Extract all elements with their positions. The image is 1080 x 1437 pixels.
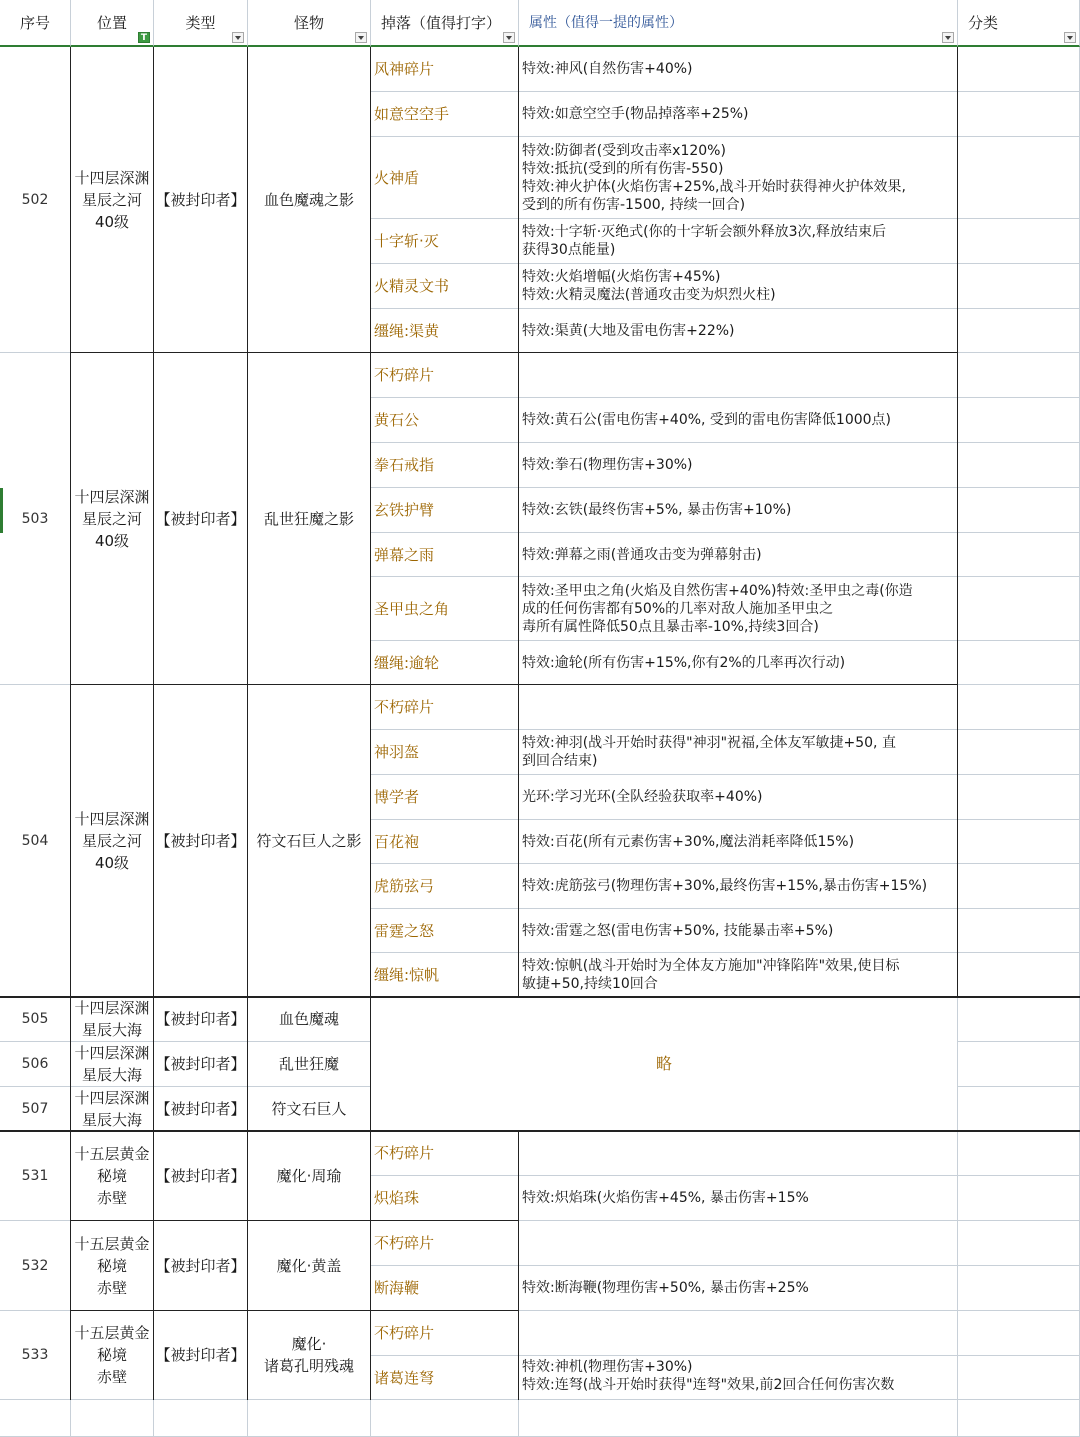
location-cell[interactable]: 十四层深渊 星辰之河 40级: [71, 47, 154, 353]
drop-cell[interactable]: 拳石戒指: [371, 443, 519, 488]
property-cell[interactable]: 特效:百花(所有元素伤害+30%,魔法消耗率降低15%): [519, 820, 958, 864]
category-cell[interactable]: [958, 775, 1080, 820]
type-cell[interactable]: 【被封印者】: [154, 685, 248, 997]
drop-cell[interactable]: 诸葛连弩: [371, 1356, 519, 1400]
border-line: [71, 1310, 519, 1311]
drop-cell[interactable]: 百花袍: [371, 820, 519, 864]
header-seq[interactable]: [0, 0, 71, 47]
property-cell[interactable]: [519, 1311, 958, 1356]
type-cell[interactable]: 【被封印者】: [154, 997, 248, 1042]
drop-cell[interactable]: 黄石公: [371, 398, 519, 443]
seq-cell[interactable]: 505: [0, 997, 71, 1042]
property-cell[interactable]: 特效:虎筋弦弓(物理伤害+30%,最终伤害+15%,暴击伤害+15%): [519, 864, 958, 909]
border-line: [370, 47, 371, 1400]
type-cell[interactable]: 【被封印者】: [154, 1311, 248, 1400]
empty-cell[interactable]: [0, 1400, 71, 1437]
filter-dropdown-icon[interactable]: [1064, 32, 1076, 43]
border-line: [518, 47, 519, 997]
property-cell[interactable]: 特效:如意空空手(物品掉落率+25%): [519, 92, 958, 137]
property-cell[interactable]: 特效:圣甲虫之角(火焰及自然伤害+40%)特效:圣甲虫之毒(你造 成的任何伤害都有50%的几率对敌人施加圣甲虫之 毒所有属性降低50点且暴击率-10%,持续3回合): [519, 577, 958, 641]
header-type[interactable]: [154, 0, 248, 47]
category-cell[interactable]: [958, 47, 1080, 92]
type-cell[interactable]: 【被封印者】: [154, 1087, 248, 1131]
location-cell[interactable]: 十五层黄金 秘境 赤壁: [71, 1311, 154, 1400]
category-cell[interactable]: [958, 1221, 1080, 1266]
drop-cell[interactable]: 不朽碎片: [371, 1131, 519, 1176]
header-property-label: 属性（值得一提的属性）: [529, 14, 683, 31]
property-cell[interactable]: 特效:防御者(受到攻击率x120%) 特效:抵抗(受到的所有伤害-550) 特效:神火护体(火焰伤害+25%,战斗开始时获得神火护体效果, 受到的所有伤害-1500, 持续一回合): [519, 137, 958, 219]
filter-active-icon[interactable]: [138, 32, 150, 43]
category-cell[interactable]: [958, 219, 1080, 264]
drop-cell[interactable]: 不朽碎片: [371, 1221, 519, 1266]
header-drop-label: 掉落（值得打字）: [381, 13, 502, 32]
category-cell[interactable]: [958, 909, 1080, 953]
monster-cell[interactable]: 魔化·周瑜: [248, 1131, 371, 1221]
category-cell[interactable]: [958, 1311, 1080, 1356]
location-cell[interactable]: 十四层深渊 星辰之河 40级: [71, 353, 154, 685]
seq-cell[interactable]: 533: [0, 1311, 71, 1400]
drop-cell[interactable]: 雷霆之怒: [371, 909, 519, 953]
monster-cell[interactable]: 乱世狂魔: [248, 1042, 371, 1087]
category-cell[interactable]: [958, 1131, 1080, 1176]
seq-cell[interactable]: 507: [0, 1087, 71, 1131]
drop-cell[interactable]: 断海鞭: [371, 1266, 519, 1311]
omitted-merged-cell[interactable]: 略: [371, 997, 958, 1131]
seq-cell[interactable]: 502: [0, 47, 71, 353]
empty-cell[interactable]: [371, 1400, 519, 1437]
drop-cell[interactable]: 炽焰珠: [371, 1176, 519, 1221]
property-cell[interactable]: 特效:火焰增幅(火焰伤害+45%) 特效:火精灵魔法(普通攻击变为炽烈火柱): [519, 264, 958, 309]
category-cell[interactable]: [958, 264, 1080, 309]
category-cell[interactable]: [958, 1176, 1080, 1221]
drop-cell[interactable]: 弹幕之雨: [371, 533, 519, 577]
drop-cell[interactable]: 十字斩·灭: [371, 219, 519, 264]
drop-cell[interactable]: 风神碎片: [371, 47, 519, 92]
property-cell[interactable]: 特效:炽焰珠(火焰伤害+45%, 暴击伤害+15%: [519, 1176, 958, 1221]
border-line: [71, 684, 958, 685]
empty-cell[interactable]: [154, 1400, 248, 1437]
drop-cell[interactable]: 如意空空手: [371, 92, 519, 137]
drop-cell[interactable]: 缰绳:惊帆: [371, 953, 519, 997]
border-line: [247, 47, 248, 1400]
empty-cell[interactable]: [71, 1400, 154, 1437]
header-location[interactable]: [71, 0, 154, 47]
border-line: [153, 47, 154, 1400]
type-cell[interactable]: 【被封印者】: [154, 1131, 248, 1221]
drop-cell[interactable]: 火精灵文书: [371, 264, 519, 309]
monster-cell[interactable]: 魔化·黄盖: [248, 1221, 371, 1311]
header-property[interactable]: [519, 0, 958, 47]
category-cell[interactable]: [958, 137, 1080, 219]
empty-cell[interactable]: [519, 1400, 958, 1437]
property-cell[interactable]: 特效:神机(物理伤害+30%) 特效:连弩(战斗开始时获得"连弩"效果,前2回合任何伤害次数: [519, 1356, 958, 1400]
header-location-label: 位置: [96, 13, 127, 32]
header-category[interactable]: [958, 0, 1080, 47]
property-cell[interactable]: 特效:断海鞭(物理伤害+50%, 暴击伤害+25%: [519, 1266, 958, 1311]
type-cell[interactable]: 【被封印者】: [154, 1042, 248, 1087]
category-cell[interactable]: [958, 353, 1080, 398]
border-line: [518, 1131, 519, 1400]
category-cell[interactable]: [958, 1087, 1080, 1131]
property-cell[interactable]: 特效:拳石(物理伤害+30%): [519, 443, 958, 488]
header-drop[interactable]: [371, 0, 519, 47]
category-cell[interactable]: [958, 685, 1080, 730]
category-cell[interactable]: [958, 953, 1080, 997]
category-cell[interactable]: [958, 577, 1080, 641]
monster-cell[interactable]: 乱世狂魔之影: [248, 353, 371, 685]
border-line: [957, 47, 958, 997]
category-cell[interactable]: [958, 997, 1080, 1042]
property-cell[interactable]: 特效:神风(自然伤害+40%): [519, 47, 958, 92]
property-cell[interactable]: [519, 353, 958, 398]
location-cell[interactable]: 十五层黄金 秘境 赤壁: [71, 1131, 154, 1221]
category-cell[interactable]: [958, 533, 1080, 577]
category-cell[interactable]: [958, 1356, 1080, 1400]
property-cell[interactable]: 特效:惊帆(战斗开始时为全体友方施加"冲锋陷阵"效果,使目标 敏捷+50,持续10回合: [519, 953, 958, 997]
property-cell[interactable]: 特效:黄石公(雷电伤害+40%, 受到的雷电伤害降低1000点): [519, 398, 958, 443]
border-line: [71, 352, 958, 353]
type-cell[interactable]: 【被封印者】: [154, 353, 248, 685]
category-cell[interactable]: [958, 730, 1080, 775]
location-cell[interactable]: 十四层深渊 星辰之河 40级: [71, 685, 154, 997]
drop-cell[interactable]: 火神盾: [371, 137, 519, 219]
monster-cell[interactable]: 符文石巨人: [248, 1087, 371, 1131]
monster-cell[interactable]: 魔化· 诸葛孔明残魂: [248, 1311, 371, 1400]
seq-cell[interactable]: 531: [0, 1131, 71, 1221]
seq-cell[interactable]: 503: [0, 353, 71, 685]
drop-cell[interactable]: 不朽碎片: [371, 353, 519, 398]
border-line: [70, 47, 71, 1400]
border-line: [0, 1130, 1080, 1132]
drop-cell[interactable]: 缰绳:逾轮: [371, 641, 519, 685]
property-cell[interactable]: [519, 685, 958, 730]
property-cell[interactable]: 特效:十字斩·灭绝式(你的十字斩会额外释放3次,释放结束后 获得30点能量): [519, 219, 958, 264]
header-seq-label: 序号: [19, 13, 50, 32]
header-category-label: 分类: [968, 13, 999, 32]
location-cell[interactable]: 十四层深渊 星辰大海: [71, 1042, 154, 1087]
category-cell[interactable]: [958, 309, 1080, 353]
monster-cell[interactable]: 血色魔魂: [248, 997, 371, 1042]
property-cell[interactable]: 特效:渠黄(大地及雷电伤害+22%): [519, 309, 958, 353]
border-line: [0, 996, 1080, 998]
category-cell[interactable]: [958, 641, 1080, 685]
header-monster[interactable]: [248, 0, 371, 47]
filter-dropdown-icon[interactable]: [355, 32, 367, 43]
drop-cell[interactable]: 虎筋弦弓: [371, 864, 519, 909]
category-cell[interactable]: [958, 1266, 1080, 1311]
filter-dropdown-icon[interactable]: [232, 32, 244, 43]
drop-cell[interactable]: 缰绳:渠黄: [371, 309, 519, 353]
property-cell[interactable]: 特效:神羽(战斗开始时获得"神羽"祝福,全体友军敏捷+50, 直 到回合结束): [519, 730, 958, 775]
seq-cell[interactable]: 506: [0, 1042, 71, 1087]
empty-cell[interactable]: [958, 1400, 1080, 1437]
border-line: [71, 1220, 519, 1221]
filter-dropdown-icon[interactable]: [503, 32, 515, 43]
property-cell[interactable]: [519, 1131, 958, 1176]
type-cell[interactable]: 【被封印者】: [154, 1221, 248, 1311]
seq-cell[interactable]: 532: [0, 1221, 71, 1311]
property-cell[interactable]: 特效:雷霆之怒(雷电伤害+50%, 技能暴击率+5%): [519, 909, 958, 953]
selected-row-marker: [0, 488, 3, 533]
category-cell[interactable]: [958, 864, 1080, 909]
category-cell[interactable]: [958, 398, 1080, 443]
property-cell[interactable]: 光环:学习光环(全队经验获取率+40%): [519, 775, 958, 820]
property-cell[interactable]: 特效:逾轮(所有伤害+15%,你有2%的几率再次行动): [519, 641, 958, 685]
header-type-label: 类型: [185, 13, 216, 32]
drop-cell[interactable]: 不朽碎片: [371, 1311, 519, 1356]
category-cell[interactable]: [958, 820, 1080, 864]
location-cell[interactable]: 十四层深渊 星辰大海: [71, 1087, 154, 1131]
empty-cell[interactable]: [248, 1400, 371, 1437]
drop-cell[interactable]: 神羽盔: [371, 730, 519, 775]
category-cell[interactable]: [958, 1042, 1080, 1087]
category-cell[interactable]: [958, 92, 1080, 137]
category-cell[interactable]: [958, 443, 1080, 488]
drop-cell[interactable]: 玄铁护臂: [371, 488, 519, 533]
category-cell[interactable]: [958, 488, 1080, 533]
property-cell[interactable]: 特效:弹幕之雨(普通攻击变为弹幕射击): [519, 533, 958, 577]
property-cell[interactable]: [519, 1221, 958, 1266]
header-monster-label: 怪物: [293, 13, 324, 32]
property-cell[interactable]: 特效:玄铁(最终伤害+5%, 暴击伤害+10%): [519, 488, 958, 533]
drop-cell[interactable]: 不朽碎片: [371, 685, 519, 730]
drop-cell[interactable]: 博学者: [371, 775, 519, 820]
filter-dropdown-icon[interactable]: [942, 32, 954, 43]
location-cell[interactable]: 十五层黄金 秘境 赤壁: [71, 1221, 154, 1311]
location-cell[interactable]: 十四层深渊 星辰大海: [71, 997, 154, 1042]
seq-cell[interactable]: 504: [0, 685, 71, 997]
monster-cell[interactable]: 血色魔魂之影: [248, 47, 371, 353]
monster-cell[interactable]: 符文石巨人之影: [248, 685, 371, 997]
type-cell[interactable]: 【被封印者】: [154, 47, 248, 353]
drop-cell[interactable]: 圣甲虫之角: [371, 577, 519, 641]
